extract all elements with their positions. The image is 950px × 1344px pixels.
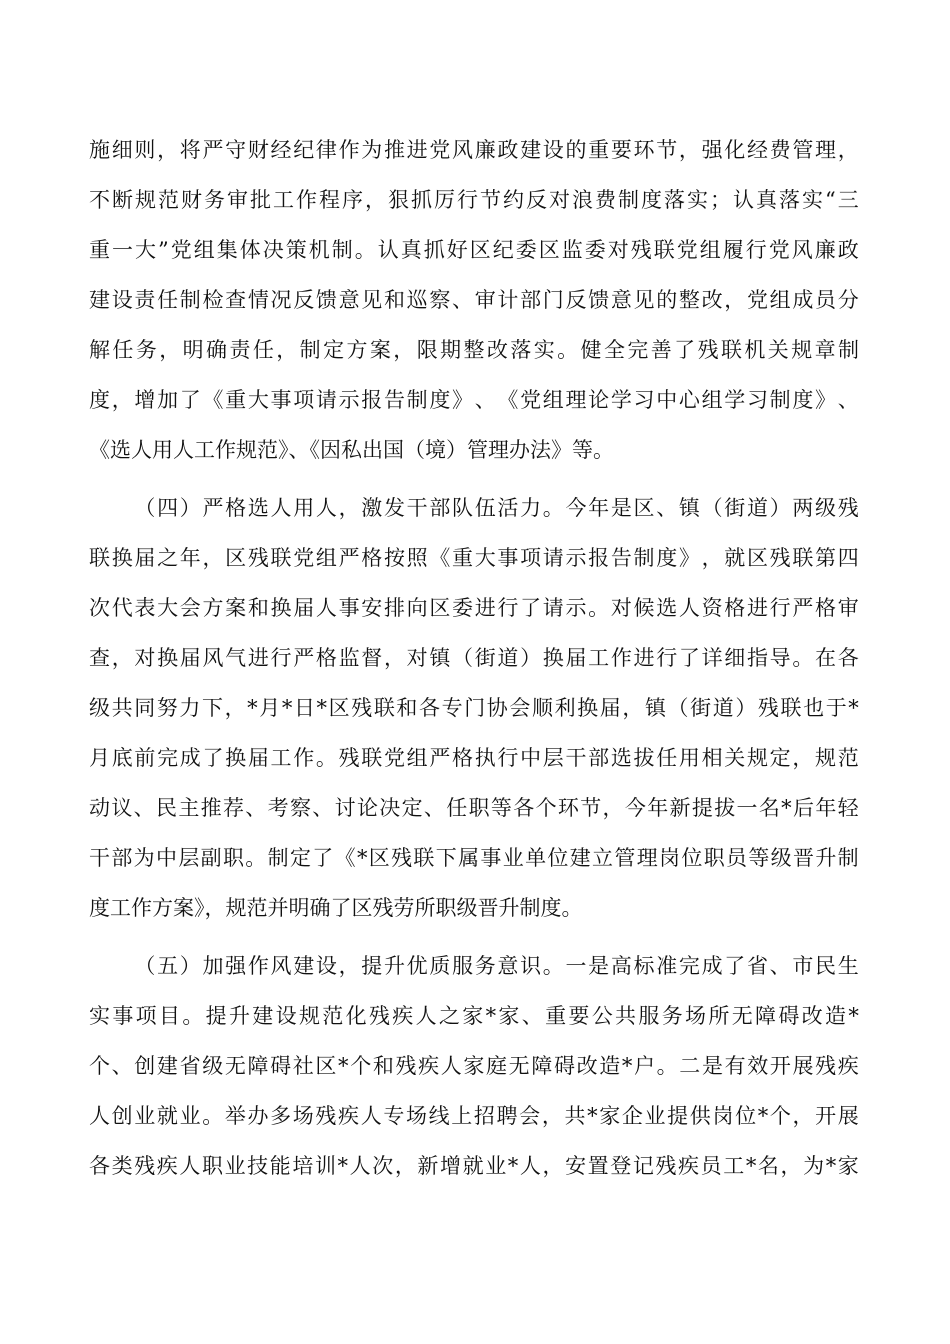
text-line: 级 共 同 努 力 下 ， * 月 * 日 * 区 残 联 和 各 专 门 协 会 顺 利 换 届 ， 镇 （ 街 道 ） 残 联 也 于 * — [89, 696, 859, 720]
document-body — [89, 125, 859, 1191]
text-line: 动 议 、 民 主 推 荐 、 考 察 、 讨 论 决 定 、 任 职 等 各 个 环 节 ， 今 年 新 提 拔 一 名 * 后 年 轻 — [89, 796, 859, 820]
text-line: 实 事 项 目 。 提 升 建 设 规 范 化 残 疾 人 之 家 * 家 、 重 要 公 共 服 务 场 所 无 障 碍 改 造 * — [89, 1004, 859, 1028]
text-line: 重 一 大 ” 党 组 集 体 决 策 机 制 。 认 真 抓 好 区 纪 委 区 监 委 对 残 联 党 组 履 行 党 风 廉 政 — [89, 238, 859, 262]
text-line: （ 五 ） 加 强 作 风 建 设 ， 提 升 优 质 服 务 意 识 。 一 是 高 标 准 完 成 了 省 、 市 民 生 — [134, 954, 859, 978]
text-line: 人 创 业 就 业 。 举 办 多 场 残 疾 人 专 场 线 上 招 聘 会 ， 共 * 家 企 业 提 供 岗 位 * 个 ， 开 展 — [89, 1104, 859, 1128]
text-line: 解 任 务 ， 明 确 责 任 ， 制 定 方 案 ， 限 期 整 改 落 实 。 健 全 完 善 了 残 联 机 关 规 章 制 — [89, 338, 859, 362]
text-line: 《选人用人工作规范》、《因私出国（境）管理办法》等。 — [89, 438, 614, 462]
text-line: 个 、 创 建 省 级 无 障 碍 社 区 * 个 和 残 疾 人 家 庭 无 障 碍 改 造 * 户 。 二 是 有 效 开 展 残 疾 — [89, 1054, 859, 1078]
text-line: 施 细 则 ， 将 严 守 财 经 纪 律 作 为 推 进 党 风 廉 政 建 设 的 重 要 环 节 ， 强 化 经 费 管 理 ， — [89, 138, 859, 162]
text-line: 干 部 为 中 层 副 职 。 制 定 了 《 * 区 残 联 下 属 事 业 单 位 建 立 管 理 岗 位 职 员 等 级 晋 升 制 — [89, 846, 859, 870]
text-line: （ 四 ） 严 格 选 人 用 人 ， 激 发 干 部 队 伍 活 力 。 今 年 是 区 、 镇 （ 街 道 ） 两 级 残 — [134, 496, 859, 520]
text-line: 不 断 规 范 财 务 审 批 工 作 程 序 ， 狠 抓 厉 行 节 约 反 对 浪 费 制 度 落 实 ； 认 真 落 实 “ 三 — [89, 188, 859, 212]
text-line: 度 ， 增 加 了 《 重 大 事 项 请 示 报 告 制 度 》 、 《 党 组 理 论 学 习 中 心 组 学 习 制 度 》 、 — [89, 388, 859, 412]
text-line: 查 ， 对 换 届 风 气 进 行 严 格 监 督 ， 对 镇 （ 街 道 ） 换 届 工 作 进 行 了 详 细 指 导 。 在 各 — [89, 646, 859, 670]
text-line: 次 代 表 大 会 方 案 和 换 届 人 事 安 排 向 区 委 进 行 了 请 示 。 对 候 选 人 资 格 进 行 严 格 审 — [89, 596, 859, 620]
text-line: 月 底 前 完 成 了 换 届 工 作 。 残 联 党 组 严 格 执 行 中 层 干 部 选 拔 任 用 相 关 规 定 ， 规 范 — [89, 746, 859, 770]
text-line: 联 换 届 之 年 ， 区 残 联 党 组 严 格 按 照 《 重 大 事 项 请 示 报 告 制 度 》 ， 就 区 残 联 第 四 — [89, 546, 859, 570]
text-line: 各 类 残 疾 人 职 业 技 能 培 训 * 人 次 ， 新 增 就 业 * 人 ， 安 置 登 记 残 疾 员 工 * 名 ， 为 * 家 — [89, 1154, 859, 1178]
paragraph-gap — [89, 475, 859, 483]
paragraph-gap — [89, 933, 859, 941]
text-line: 建 设 责 任 制 检 查 情 况 反 馈 意 见 和 巡 察 、 审 计 部 门 反 馈 意 见 的 整 改 ， 党 组 成 员 分 — [89, 288, 859, 312]
text-line: 度工作方案》，规范并明确了区残劳所职级晋升制度。 — [89, 896, 583, 920]
